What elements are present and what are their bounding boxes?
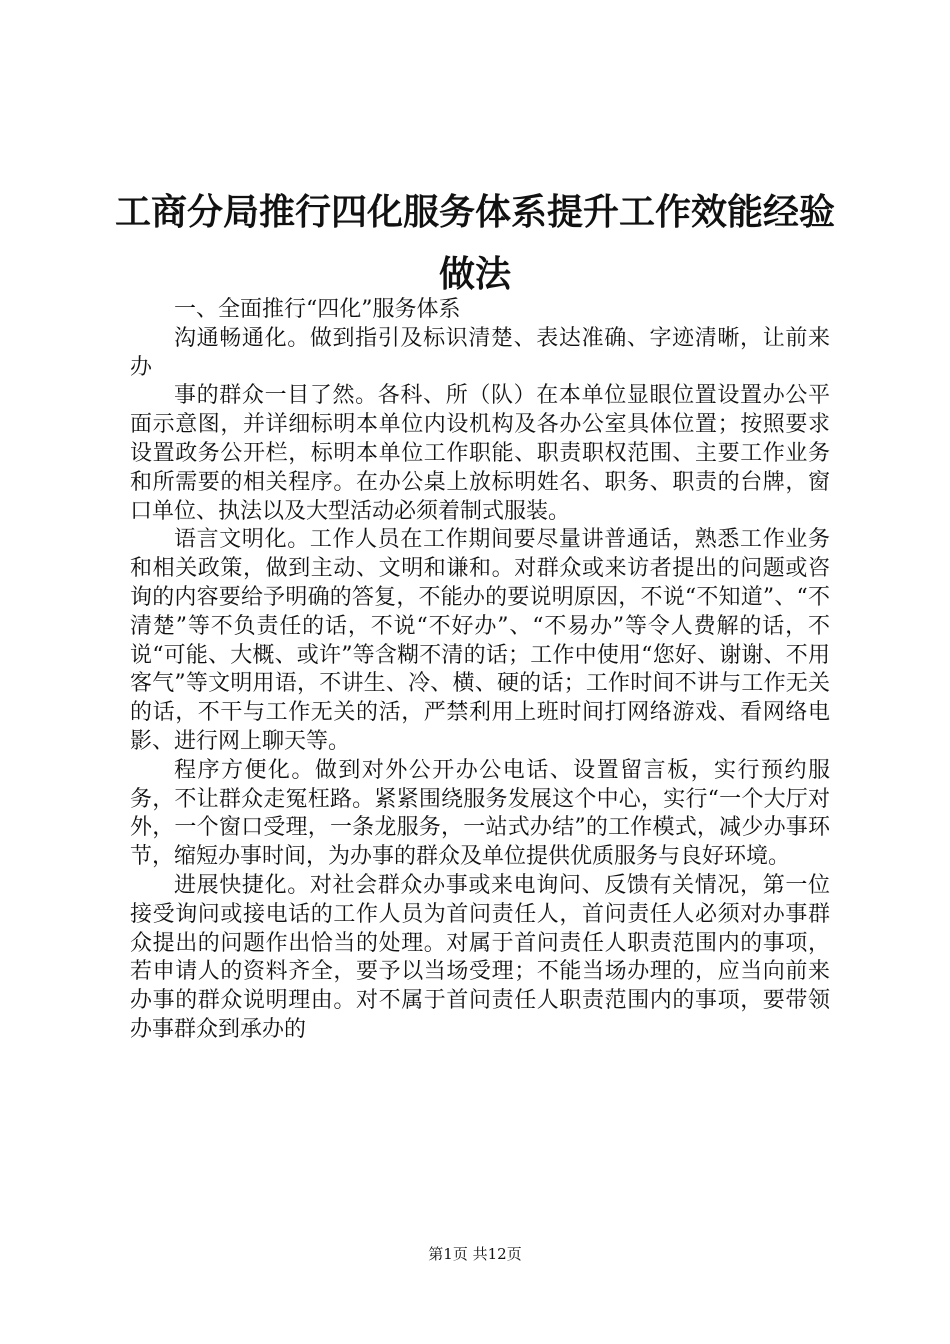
body-paragraph: 程序方便化。做到对外公开办公电话、设置留言板，实行预约服务，不让群众走冤枉路。紧紧围绕服务发展这个中心，实行“一个大厅对外，一个窗口受理，一条龙服务，一站式办结”的工作模式，减少办事环节，缩短办事时间，为办事的群众及单位提供优质服务与良好环境。	[130, 757, 830, 870]
section-heading: 一、全面推行“四化”服务体系	[174, 297, 461, 322]
document-body	[130, 296, 830, 1045]
body-paragraph: 事的群众一目了然。各科、所（队）在本单位显眼位置设置办公平面示意图，并详细标明本单位内设机构及各办公室具体位置；按照要求设置政务公开栏，标明本单位工作职能、职责职权范围、主要工作业务和所需要的相关程序。在办公桌上放标明姓名、职务、职责的台牌，窗口单位、执法以及大型活动必须着制式服装。	[130, 383, 830, 524]
body-paragraph: 语言文明化。工作人员在工作期间要尽量讲普通话，熟悉工作业务和相关政策，做到主动、文明和谦和。对群众或来访者提出的问题或咨询的内容要给予明确的答复，不能办的要说明原因，不说“不知道”、“不清楚”等不负责任的话，不说“不好办”、“不易办”等令人费解的话，不说“可能、大概、或许”等含糊不清的话；工作中使用“您好、谢谢、不用客气”等文明用语，不讲生、冷、横、硬的话；工作时间不讲与工作无关的话，不干与工作无关的活，严禁利用上班时间打网络游戏、看网络电影、进行网上聊天等。	[130, 527, 830, 754]
page-footer: 第1页 共12页	[428, 1245, 522, 1263]
document-title: 工商分局推行四化服务体系提升工作效能经验做法	[114, 192, 835, 295]
body-paragraph: 沟通畅通化。做到指引及标识清楚、表达准确、字迹清晰，让前来办	[130, 325, 830, 380]
body-paragraph: 进展快捷化。对社会群众办事或来电询问、反馈有关情况，第一位接受询问或接电话的工作人员为首问责任人，首问责任人必须对办事群众提出的问题作出恰当的处理。对属于首问责任人职责范围内的事项，若申请人的资料齐全，要予以当场受理；不能当场办理的，应当向前来办事的群众说明理由。对不属于首问责任人职责范围内的事项，要带领办事群众到承办的	[130, 872, 830, 1042]
